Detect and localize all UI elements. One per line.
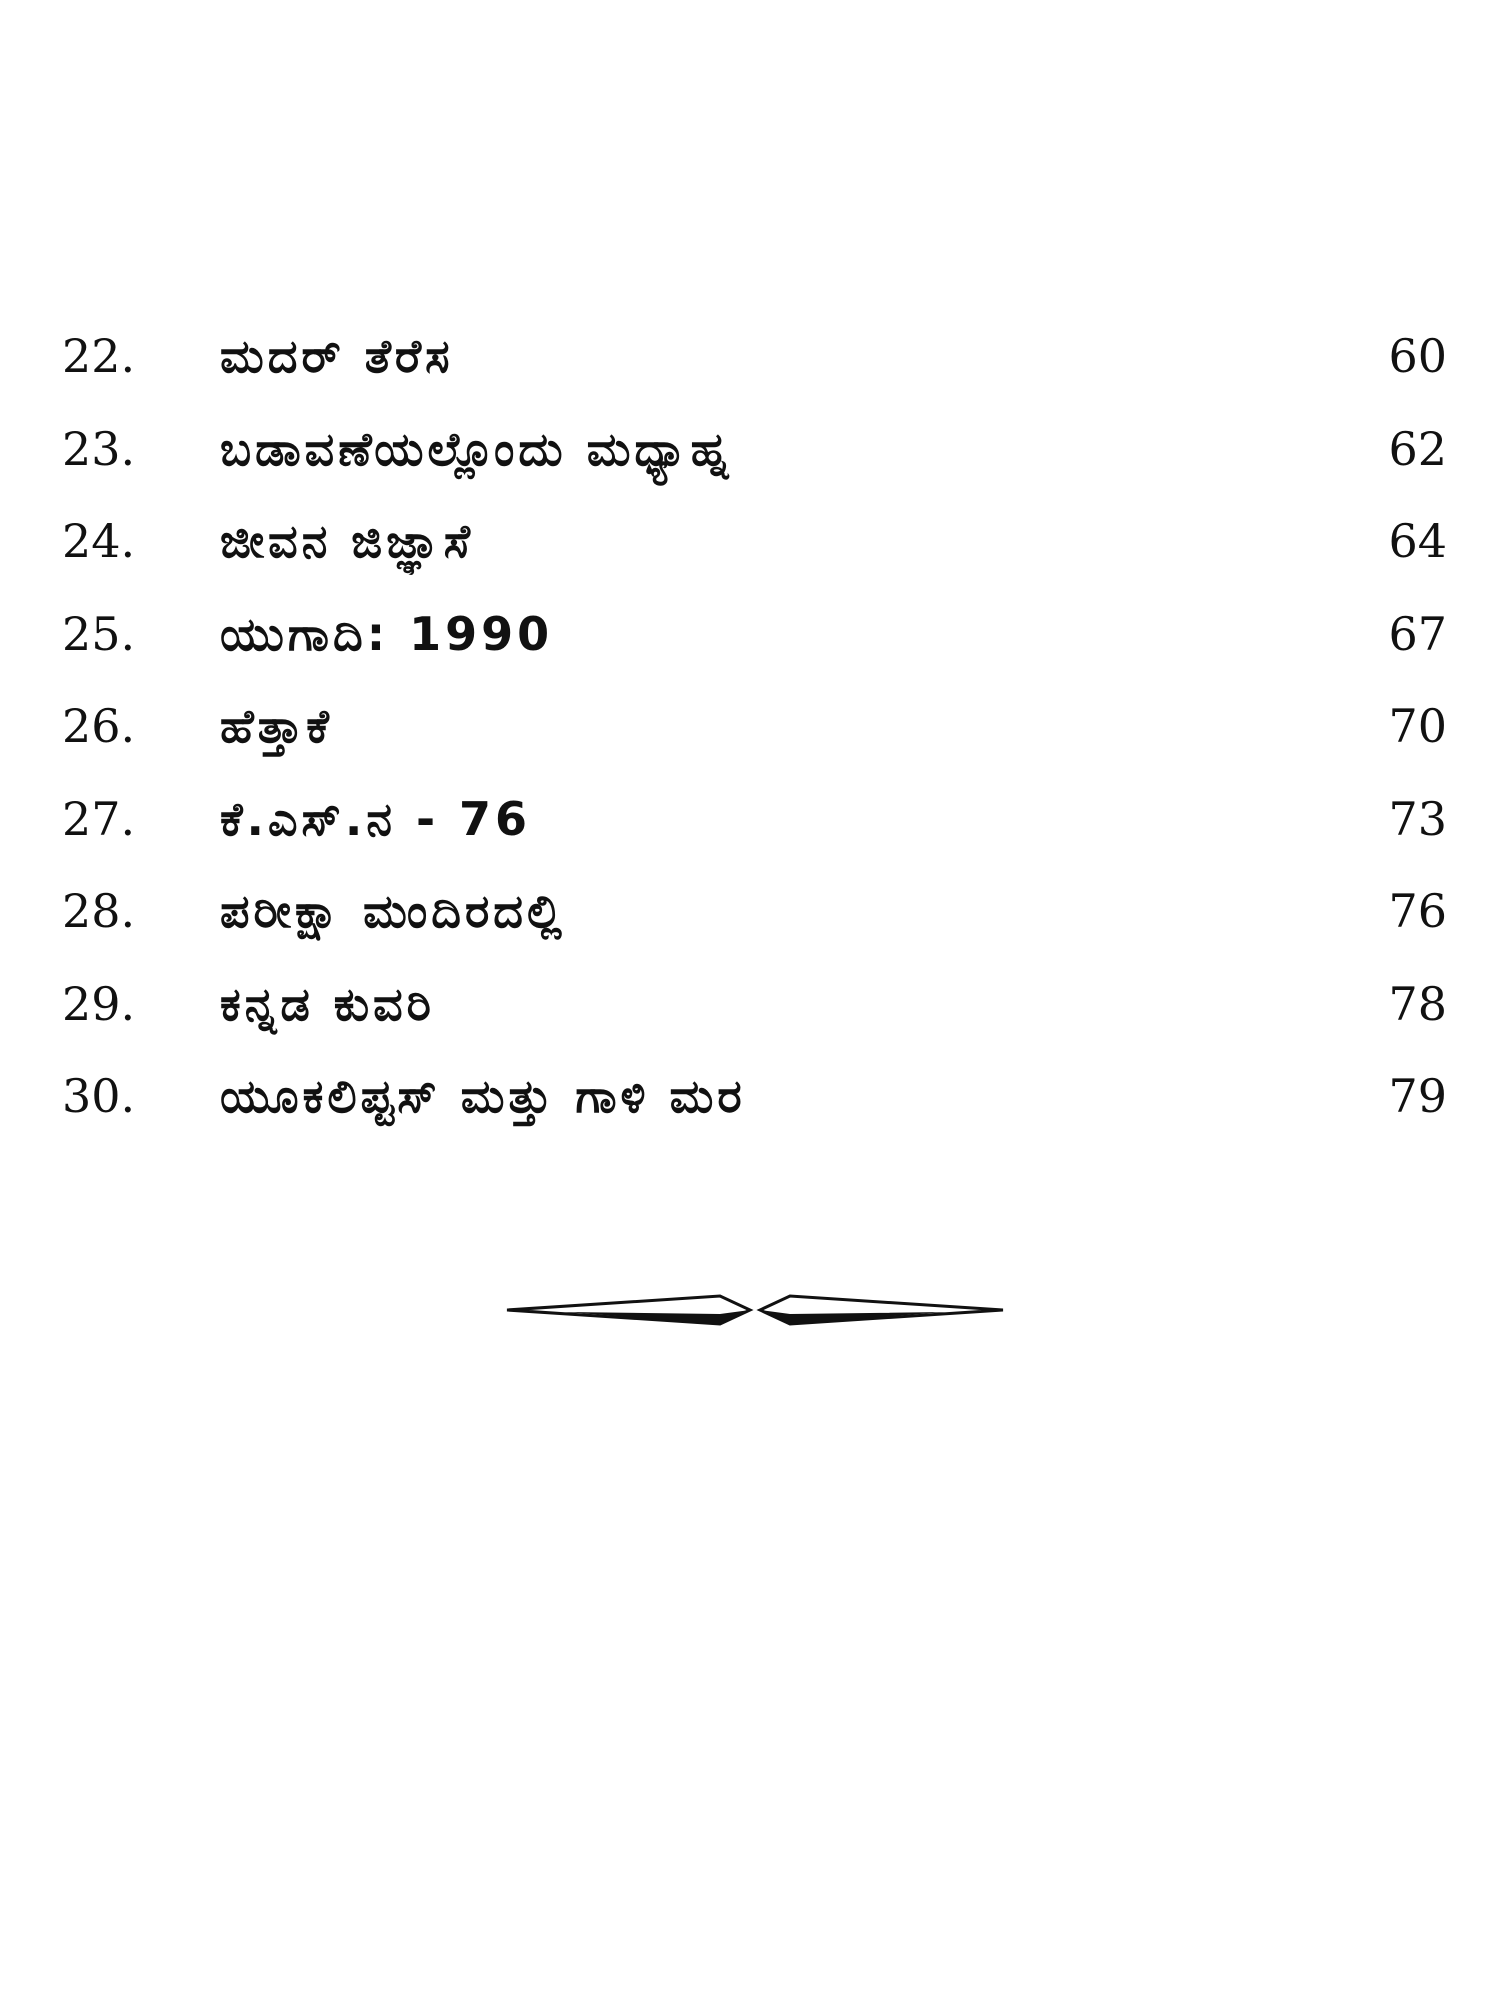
toc-entry (62, 958, 1447, 1051)
entry-title: ಯೂಕಲಿಪ್ಟಸ್ ಮತ್ತು ಗಾಳಿ ಮರ (220, 1069, 746, 1123)
toc-entry (62, 310, 1447, 403)
entry-number: 24. (62, 514, 136, 568)
entry-number: 25. (62, 606, 136, 661)
entry-page: 60 (1388, 329, 1447, 383)
entry-number: 29. (62, 976, 136, 1031)
toc-entry (62, 1050, 1447, 1143)
entry-number: 23. (62, 421, 136, 476)
toc-entry (62, 588, 1447, 681)
entry-page: 62 (1388, 421, 1447, 476)
entry-page: 73 (1388, 791, 1447, 846)
entry-number: 22. (62, 329, 136, 383)
table-of-contents (62, 310, 1447, 1143)
entry-title: ಯುಗಾದಿ: 1990 (220, 606, 554, 661)
entry-page: 79 (1388, 1069, 1447, 1123)
entry-title: ಕೆ.ಎಸ್.ನ - 76 (220, 791, 532, 846)
toc-entry (62, 865, 1447, 958)
entry-title: ಪರೀಕ್ಷಾ ಮಂದಿರದಲ್ಲಿ (220, 884, 566, 938)
entry-number: 27. (62, 791, 136, 846)
entry-title: ಮದರ್ ತೆರೆಸ (220, 329, 454, 383)
toc-entry (62, 773, 1447, 866)
entry-title: ಜೀವನ ಜಿಜ್ಞಾಸೆ (220, 514, 475, 568)
entry-page: 78 (1388, 976, 1447, 1031)
toc-entry (62, 495, 1447, 588)
toc-entry (62, 403, 1447, 496)
double-arrow-divider-icon (505, 1290, 1005, 1330)
entry-number: 26. (62, 699, 136, 753)
entry-title: ಹೆತ್ತಾಕೆ (220, 699, 333, 753)
entry-number: 28. (62, 884, 136, 938)
entry-page: 67 (1388, 606, 1447, 661)
entry-page: 70 (1388, 699, 1447, 753)
toc-entry (62, 680, 1447, 773)
entry-title: ಬಡಾವಣೆಯಲ್ಲೊಂದು ಮಧ್ಯಾಹ್ನ (220, 421, 733, 476)
entry-page: 76 (1388, 884, 1447, 938)
entry-page: 64 (1388, 514, 1447, 568)
entry-title: ಕನ್ನಡ ಕುವರಿ (220, 976, 435, 1031)
entry-number: 30. (62, 1069, 136, 1123)
